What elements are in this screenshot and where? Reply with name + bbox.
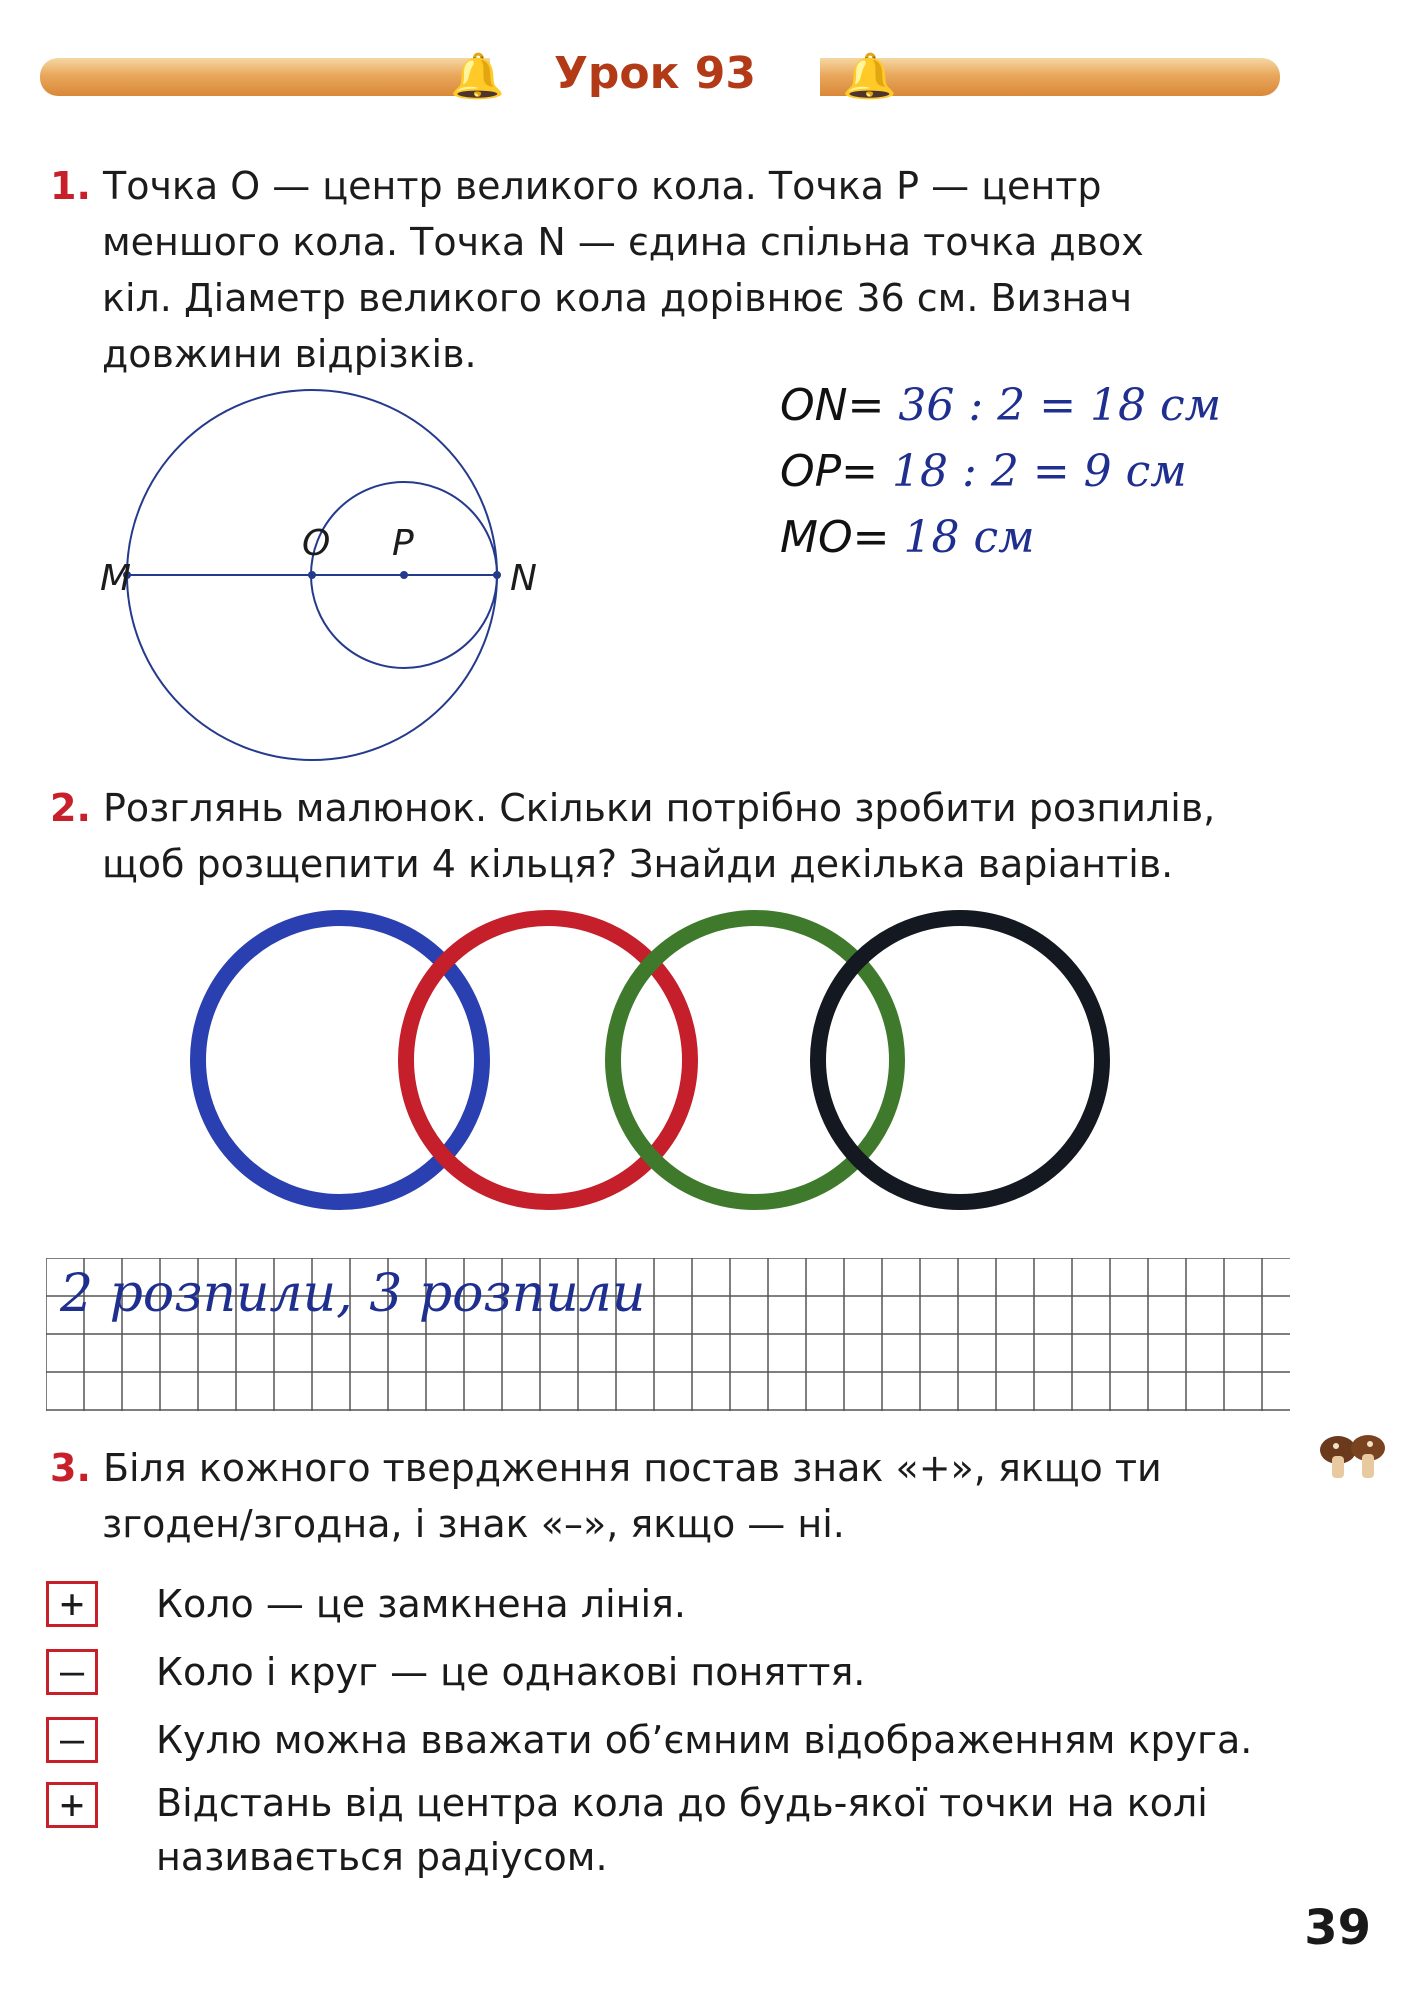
rings-figure [190, 900, 1150, 1220]
label-m: M [100, 558, 132, 599]
page-number: 39 [1304, 1900, 1371, 1956]
label-o: O [302, 523, 331, 564]
statement-checkbox[interactable]: – [46, 1649, 98, 1695]
task-2-text: 2. Розглянь малюнок. Скільки потрібно зробити розпилів, щоб розщепити 4 кільця? Знайди декілька варіантів. [50, 786, 1216, 886]
circles-figure [90, 385, 590, 765]
label-p: P [392, 523, 414, 564]
statement-checkbox[interactable]: – [46, 1717, 98, 1763]
lesson-title: Урок 93 [553, 48, 757, 99]
answer-on: ON= 36 : 2 = 18 см [780, 380, 1222, 431]
point-p [400, 571, 408, 579]
mushroom-icon [1318, 1430, 1388, 1490]
ring-black [818, 918, 1102, 1202]
statement-item: – Кулю можна вважати об’ємним відображенням круга. [46, 1708, 1306, 1772]
statement-item: – Коло і круг — це однакові поняття. [46, 1640, 1306, 1704]
task-2-number: 2. [50, 786, 91, 830]
task-2-answer: 2 розпили, 3 розпили [60, 1264, 646, 1324]
statement-item: + Коло — це замкнена лінія. [46, 1572, 1306, 1636]
label-n: N [510, 558, 537, 599]
answer-op: OP= 18 : 2 = 9 см [780, 446, 1187, 497]
task-1-text: 1. Точка O — центр великого кола. Точка P — центр меншого кола. Точка N — єдина спільна точка двох кіл. Діаметр великого кола дорівнює 36 см. Визнач довжини відрізків. [50, 164, 1144, 376]
point-o [308, 571, 316, 579]
bell-icon: 🔔 [842, 51, 897, 102]
statements-list [46, 1572, 1306, 1884]
statement-checkbox[interactable]: + [46, 1581, 98, 1627]
bell-icon: 🔔 [450, 51, 505, 102]
task-1-number: 1. [50, 164, 91, 208]
statement-item: + Відстань від центра кола до будь-якої точки на колі називається радіусом. [46, 1776, 1306, 1884]
answer-grid [46, 1258, 1290, 1411]
point-n [493, 571, 501, 579]
task-3-text: 3. Біля кожного твердження постав знак «+», якщо ти згоден/згодна, і знак «–», якщо — ні. [50, 1446, 1162, 1546]
statement-checkbox[interactable]: + [46, 1782, 98, 1828]
task-3-number: 3. [50, 1446, 91, 1490]
task-1-answers [780, 380, 1340, 578]
answer-mo: MO= 18 см [780, 512, 1035, 563]
